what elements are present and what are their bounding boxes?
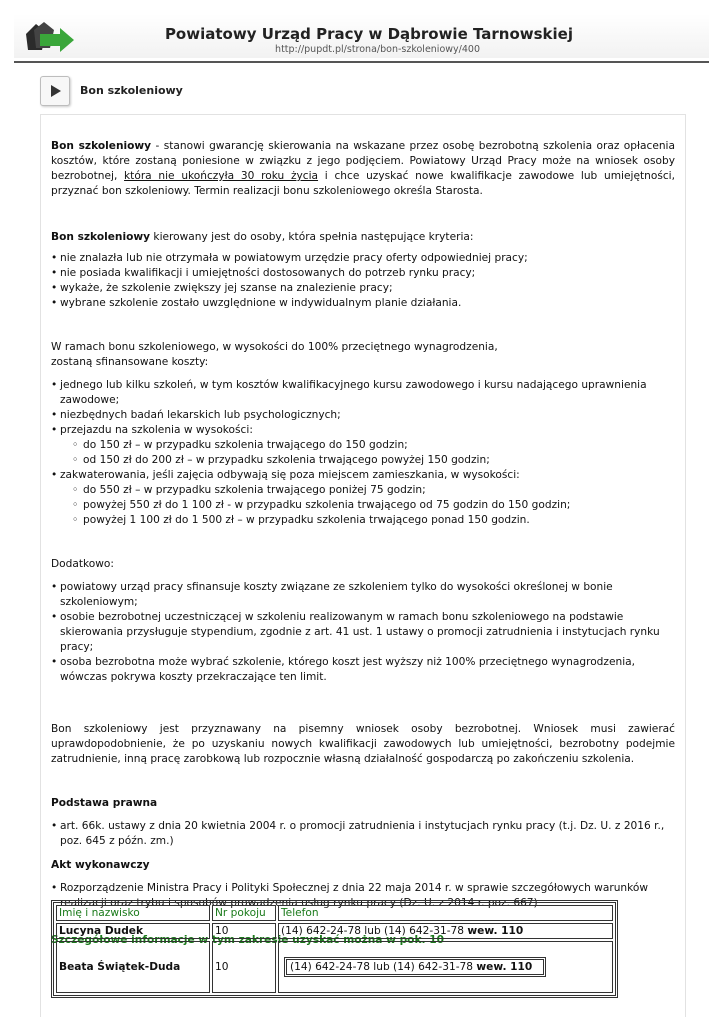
phone-box (284, 957, 546, 977)
list-item: • wybrane szkolenie zostało uwzględnione w indywidualnym planie działania. (51, 296, 675, 311)
list-item: • niezbędnych badań lekarskich lub psychologicznych; (51, 408, 675, 423)
page-url: http://pupdt.pl/strona/bon-szkoleniowy/400 (275, 44, 480, 55)
phone-extension: wew. 110 (476, 961, 533, 973)
contact-phone (278, 923, 613, 939)
contact-table (51, 900, 618, 998)
criteria-paragraph (51, 230, 675, 245)
intro-text-1: - stanowi gwarancję skierowania na wskazane przez osobę bezrobotną szkolenia oraz opłacenia kosztów, które zostaną poniesione w związku z jego podjęciem. Powiatowy Urząd Pracy może na wniosek osoby bezrobotnej, (51, 140, 675, 182)
costs-line-1: W ramach bonu szkoleniowego, w wysokości do 100% przeciętnego wynagrodzenia, (51, 341, 498, 353)
travel-costs: przejazdu na szkolenia w wysokości: (60, 424, 253, 436)
list-item: • Rozporządzenie Ministra Pracy i Polityki Społecznej z dnia 22 maja 2014 r. w sprawie szczegółowych warunków realizacji oraz trybu i sposobów prowadzenia usług rynku pracy (Dz. U. z 2014 r. poz. 667) (51, 881, 675, 911)
header-cell-room: Nr pokoju (212, 905, 276, 921)
contact-phone (278, 941, 613, 993)
content-panel (40, 114, 686, 1017)
act-heading: Akt wykonawczy (51, 859, 150, 871)
legal-list (51, 819, 675, 849)
contact-name: Beata Świątek-Duda (56, 941, 210, 993)
contact-room: 10 (212, 923, 276, 939)
list-item: • nie posiada kwalifikacji i umiejętności dostosowanych do potrzeb rynku pracy; (51, 266, 675, 281)
list-item: • osoba bezrobotna może wybrać szkolenie, którego koszt jest wyższy niż 100% przeciętnego wynagrodzenia, wówczas pokrywa koszty przekraczające ten limit. (51, 655, 675, 685)
list-item: • wykaże, że szkolenie zwiększy jej szanse na znalezienie pracy; (51, 281, 675, 296)
application-paragraph: Bon szkoleniowy jest przyznawany na pisemny wniosek osoby bezrobotnej. Wniosek musi zawierać uprawdopodobnienie, że po uzyskaniu nowych kwalifikacji zawodowych lub umiejętności, bezrobotny podejmie zatrudnienie, inną pracę zarobkową lub rozpocznie własną działalność gospodarczą po zakończeniu szkolenia. (51, 723, 675, 765)
header-cell-name: Imię i nazwisko (56, 905, 210, 921)
nav-arrow-button[interactable] (40, 76, 70, 106)
list-item: • art. 66k. ustawy z dnia 20 kwietnia 2004 r. o promocji zatrudnienia i instytucjach rynku pracy (t.j. Dz. U. z 2016 r., poz. 645 z późn. zm.) (51, 819, 675, 849)
intro-text-2: i chce uzyskać nowe kwalifikacje zawodowe lub umiejętności, przyznać bon szkoleniowy. Termin realizacji bonu szkoleniowego określa Starosta. (51, 170, 675, 197)
additional-label: Dodatkowo: (51, 558, 114, 570)
table-row (56, 923, 613, 939)
page-title: Bon szkoleniowy (80, 84, 183, 97)
costs-list (51, 378, 675, 528)
table-row (56, 941, 613, 993)
contact-name: Lucyna Dudek (56, 923, 210, 939)
details-heading: Szczegółowe informacje w tym zakresie uzyskać można w pok. 10 (51, 934, 444, 946)
additional-list (51, 580, 675, 685)
list-item: • osobie bezrobotnej uczestniczącej w szkoleniu realizowanym w ramach bonu szkoleniowego na podstawie skierowania przysługuje stypendium, zgodnie z art. 41 ust. 1 ustawy o promocji zatrudnienia i instytucjach rynku pracy; (51, 610, 675, 655)
list-item: ◦ do 550 zł – w przypadku szkolenia trwającego poniżej 75 godzin; (60, 483, 675, 498)
accommodation-sublist (60, 483, 675, 528)
list-item (51, 423, 675, 468)
list-item: ◦ powyżej 1 100 zł do 1 500 zł – w przypadku szkolenia trwającego ponad 150 godzin. (60, 513, 675, 528)
costs-line-2: zostaną sfinansowane koszty: (51, 356, 209, 368)
contact-room: 10 (212, 941, 276, 993)
phone-numbers: (14) 642-24-78 lub (14) 642-31-78 (290, 961, 477, 973)
age-condition: która nie ukończyła 30 roku życia (124, 170, 319, 182)
header-divider (14, 61, 709, 63)
list-item (51, 468, 675, 528)
article-body (51, 139, 675, 948)
table-header-row (56, 905, 613, 921)
criteria-bold: Bon szkoleniowy (51, 231, 151, 243)
criteria-list (51, 251, 675, 311)
list-item: • nie znalazła lub nie otrzymała w powiatowym urzędzie pracy oferty odpowiedniej pracy; (51, 251, 675, 266)
phone-numbers: (14) 642-24-78 lub (14) 642-31-78 (281, 925, 468, 937)
travel-sublist (60, 438, 675, 468)
page-header (0, 0, 725, 66)
list-item: ◦ do 150 zł – w przypadku szkolenia trwającego do 150 godzin; (60, 438, 675, 453)
office-logo-icon (24, 20, 76, 56)
list-item: • powiatowy urząd pracy sfinansuje koszty związane ze szkoleniem tylko do wysokości określonej w bonie szkoleniowym; (51, 580, 675, 610)
play-arrow-icon (41, 77, 69, 105)
site-title: Powiatowy Urząd Pracy w Dąbrowie Tarnowskiej (164, 25, 573, 43)
phone-extension: wew. 110 (467, 925, 524, 937)
criteria-text: kierowany jest do osoby, która spełnia następujące kryteria: (150, 231, 474, 243)
header-cell-phone: Telefon (278, 905, 613, 921)
intro-bold: Bon szkoleniowy (51, 140, 152, 152)
accommodation-costs: zakwaterowania, jeśli zajęcia odbywają się poza miejscem zamieszkania, w wysokości: (60, 469, 520, 481)
list-item: • jednego lub kilku szkoleń, w tym kosztów kwalifikacyjnego kursu zawodowego i kursu nadającego uprawnienia zawodowe; (51, 378, 675, 408)
intro-paragraph (51, 139, 675, 199)
list-item: ◦ od 150 zł do 200 zł – w przypadku szkolenia trwającego powyżej 150 godzin; (60, 453, 675, 468)
legal-heading: Podstawa prawna (51, 797, 158, 809)
list-item: ◦ powyżej 550 zł do 1 100 zł - w przypadku szkolenia trwającego od 75 godzin do 150 godzin; (60, 498, 675, 513)
